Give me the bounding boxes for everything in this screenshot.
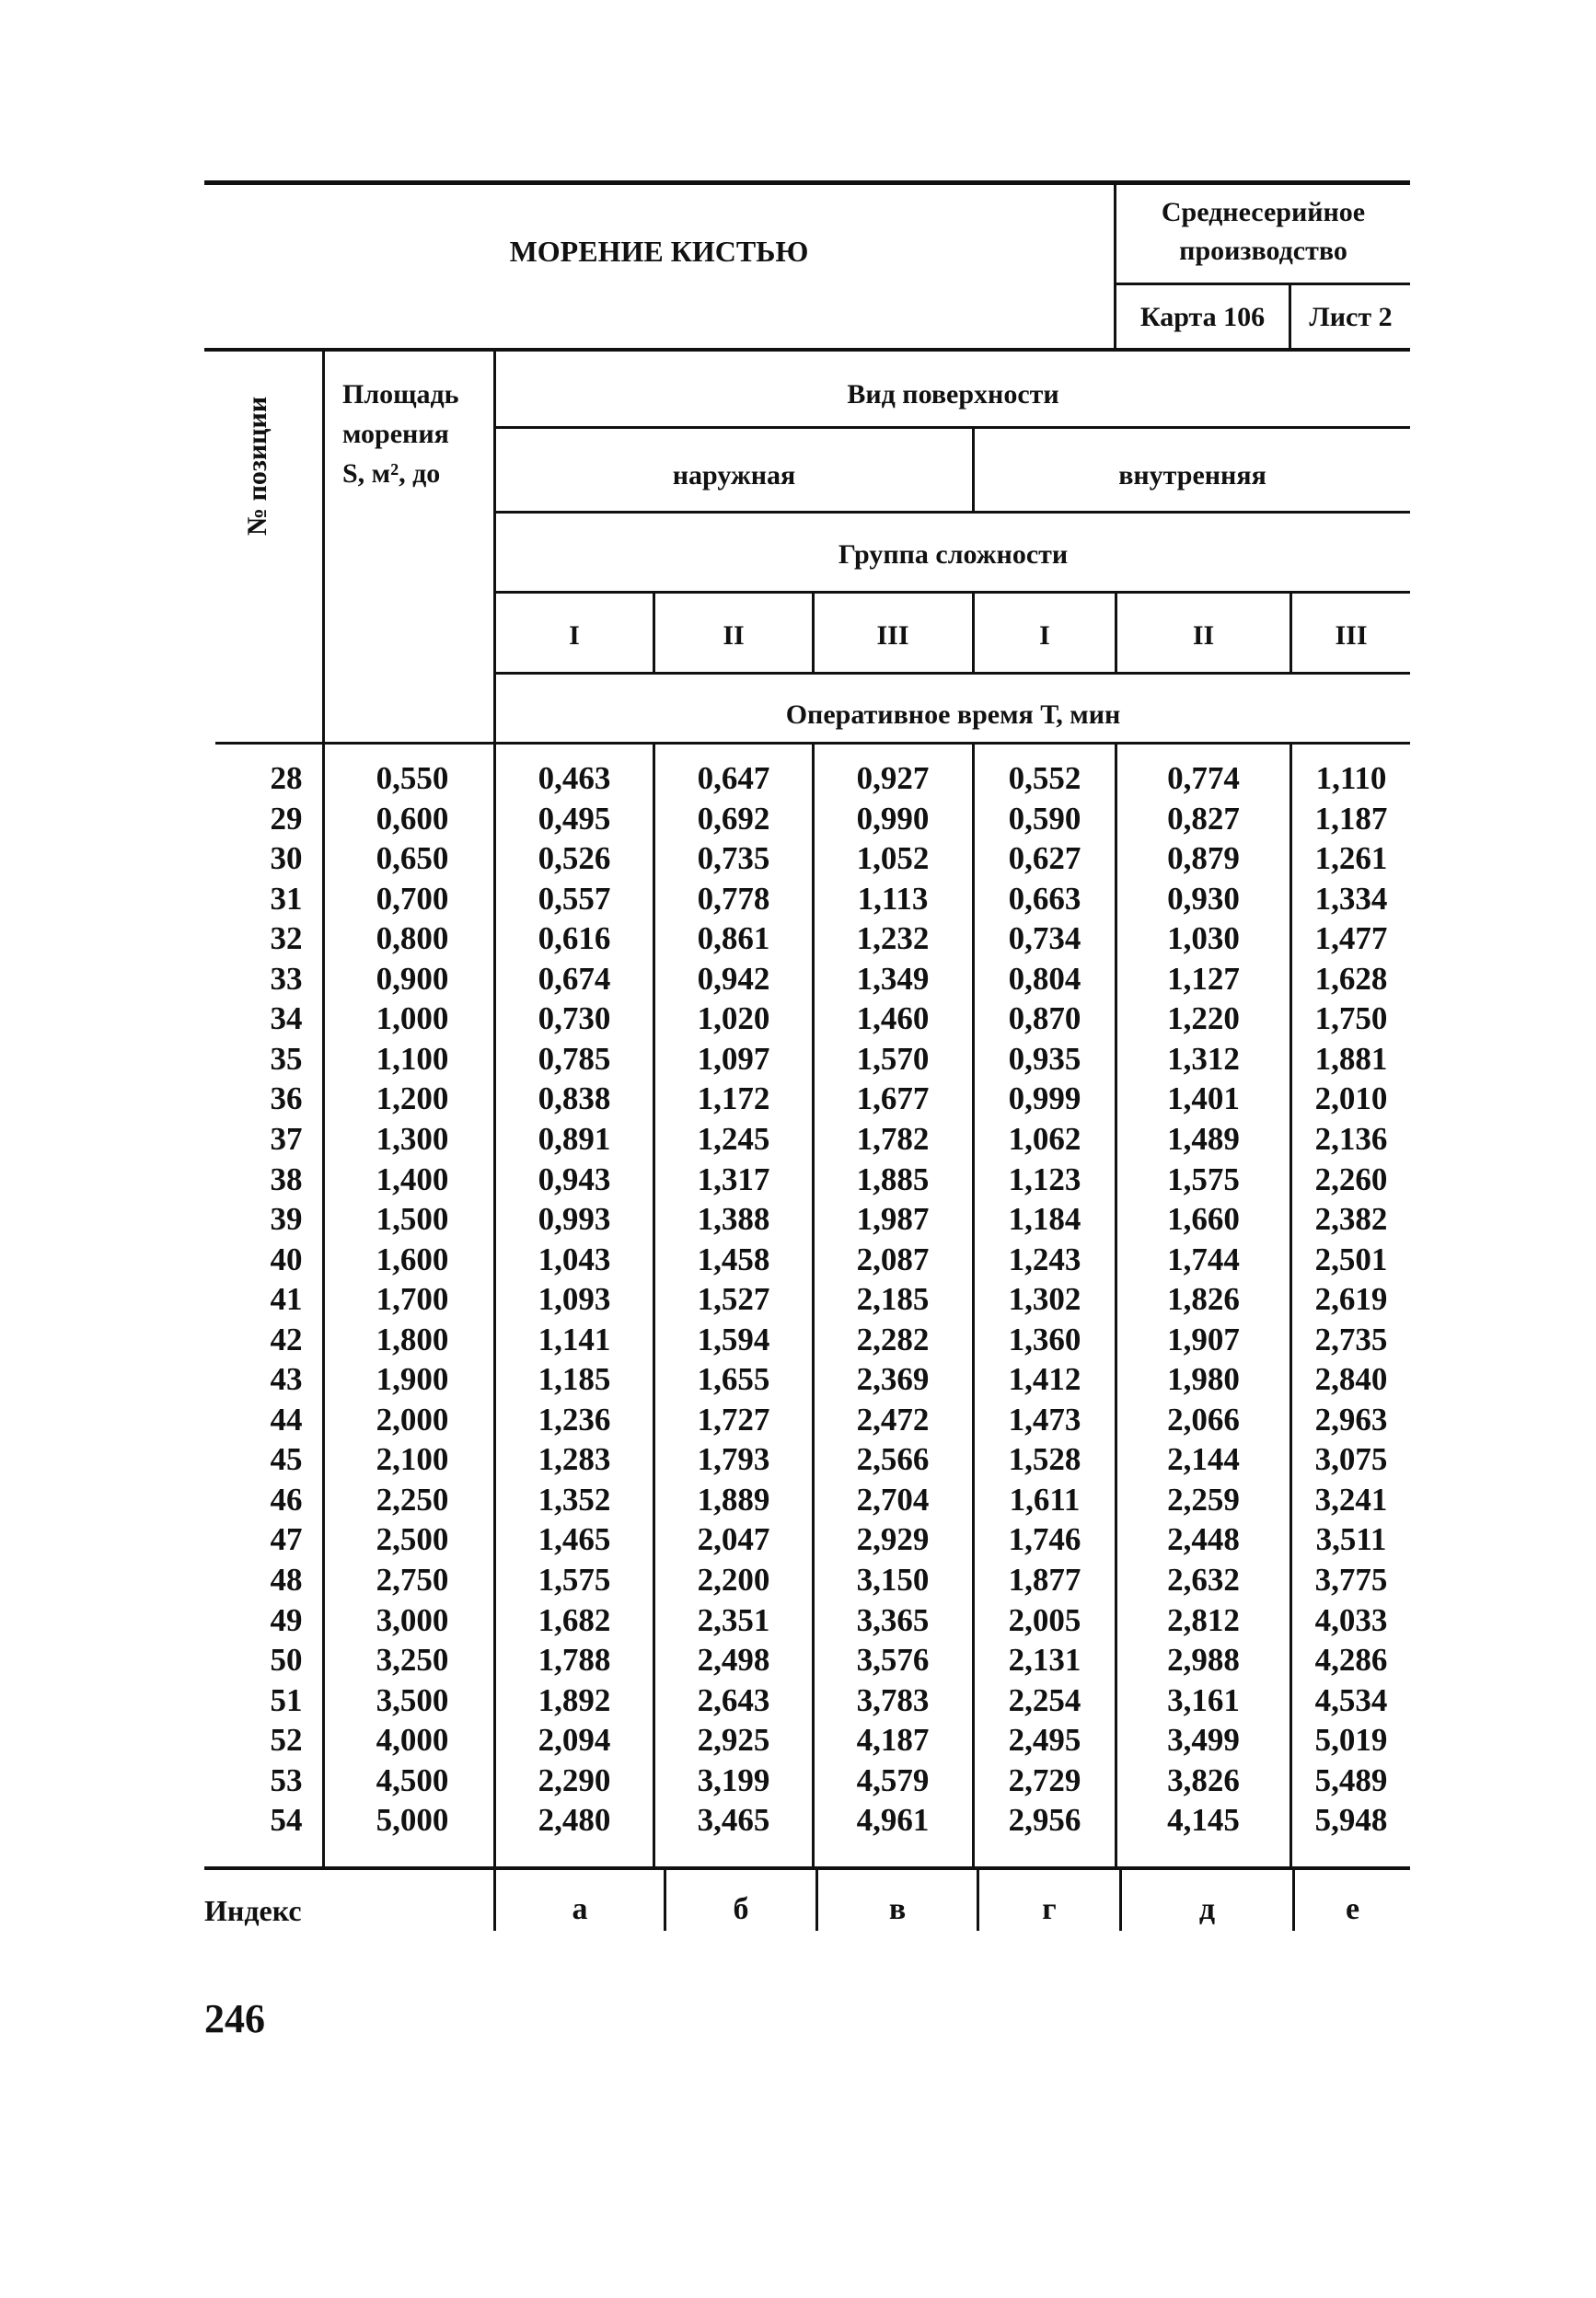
time-outer-1: 1,892 bbox=[538, 1682, 611, 1718]
area-value: 1,600 bbox=[376, 1241, 449, 1277]
time-inner-1: 2,005 bbox=[1008, 1602, 1081, 1638]
time-inner-3: 1,110 bbox=[1315, 760, 1387, 796]
time-outer-2: 1,172 bbox=[697, 1080, 770, 1116]
time-inner-2: 1,401 bbox=[1167, 1080, 1240, 1116]
time-outer-2: 0,942 bbox=[697, 961, 770, 997]
time-outer-3: 2,282 bbox=[856, 1322, 930, 1357]
time-outer-1: 0,943 bbox=[538, 1161, 611, 1197]
time-inner-3: 2,963 bbox=[1314, 1402, 1388, 1438]
time-outer-2: 0,692 bbox=[697, 801, 770, 837]
time-inner-1: 2,729 bbox=[1008, 1762, 1081, 1798]
time-outer-3: 1,677 bbox=[856, 1080, 930, 1116]
position-number: 41 bbox=[270, 1281, 303, 1317]
position-number: 29 bbox=[270, 801, 303, 837]
time-inner-1: 2,495 bbox=[1008, 1722, 1081, 1758]
time-outer-1: 0,674 bbox=[538, 961, 611, 997]
time-inner-3: 1,628 bbox=[1314, 961, 1388, 997]
time-outer-1: 1,043 bbox=[538, 1241, 611, 1277]
time-outer-2: 3,199 bbox=[697, 1762, 770, 1798]
area-value: 2,000 bbox=[376, 1402, 449, 1438]
area-value: 3,250 bbox=[376, 1642, 449, 1678]
area-value: 1,300 bbox=[376, 1121, 449, 1157]
position-number: 49 bbox=[270, 1602, 303, 1638]
time-outer-3: 1,782 bbox=[856, 1121, 930, 1157]
time-inner-1: 1,412 bbox=[1008, 1361, 1081, 1397]
time-inner-1: 1,746 bbox=[1008, 1521, 1081, 1557]
time-outer-1: 1,352 bbox=[538, 1482, 611, 1518]
time-inner-2: 0,774 bbox=[1167, 760, 1240, 796]
area-header-line3: S, м², до bbox=[342, 458, 441, 489]
time-inner-3: 5,489 bbox=[1314, 1762, 1388, 1798]
time-inner-2: 3,499 bbox=[1167, 1722, 1240, 1758]
time-outer-2: 1,527 bbox=[697, 1281, 770, 1317]
area-value: 2,100 bbox=[376, 1441, 449, 1477]
time-outer-1: 1,283 bbox=[538, 1441, 611, 1477]
position-number: 52 bbox=[270, 1722, 303, 1758]
time-inner-3: 2,735 bbox=[1314, 1322, 1388, 1357]
position-number: 30 bbox=[270, 840, 303, 876]
index-value-d: д bbox=[1198, 1892, 1216, 1926]
time-outer-2: 0,778 bbox=[697, 881, 770, 917]
time-outer-2: 1,655 bbox=[697, 1361, 770, 1397]
time-outer-2: 1,889 bbox=[697, 1482, 770, 1518]
time-outer-1: 0,993 bbox=[538, 1201, 611, 1237]
time-inner-3: 4,286 bbox=[1314, 1642, 1388, 1678]
time-inner-2: 2,144 bbox=[1167, 1441, 1240, 1477]
area-value: 5,000 bbox=[376, 1802, 449, 1838]
position-number: 47 bbox=[270, 1521, 303, 1557]
time-outer-2: 1,245 bbox=[697, 1121, 770, 1157]
time-inner-2: 1,575 bbox=[1167, 1161, 1240, 1197]
time-inner-1: 0,627 bbox=[1008, 840, 1081, 876]
header-inner-rule bbox=[1114, 283, 1410, 285]
time-inner-1: 1,123 bbox=[1008, 1161, 1081, 1197]
time-inner-1: 1,611 bbox=[1009, 1482, 1081, 1518]
time-inner-1: 0,935 bbox=[1008, 1041, 1081, 1077]
time-outer-1: 0,463 bbox=[538, 760, 611, 796]
position-number: 33 bbox=[270, 961, 303, 997]
time-inner-2: 0,827 bbox=[1167, 801, 1240, 837]
area-value: 1,000 bbox=[376, 1000, 449, 1036]
complexity-bottom-rule bbox=[496, 591, 1410, 594]
group-divider-4 bbox=[1115, 592, 1117, 675]
time-outer-3: 4,961 bbox=[856, 1802, 930, 1838]
position-column-header: № позиции bbox=[242, 396, 272, 536]
position-number: 53 bbox=[270, 1762, 303, 1798]
area-value: 0,900 bbox=[376, 961, 449, 997]
position-number: 35 bbox=[270, 1041, 303, 1077]
index-value-a: а bbox=[572, 1892, 588, 1926]
col-divider-position bbox=[322, 352, 325, 744]
time-inner-2: 2,812 bbox=[1167, 1602, 1240, 1638]
time-inner-3: 2,136 bbox=[1314, 1121, 1388, 1157]
time-outer-1: 1,185 bbox=[538, 1361, 611, 1397]
position-number: 48 bbox=[270, 1562, 303, 1598]
time-inner-1: 0,999 bbox=[1008, 1080, 1081, 1116]
time-outer-1: 1,093 bbox=[538, 1281, 611, 1317]
time-inner-3: 2,840 bbox=[1314, 1361, 1388, 1397]
position-number: 32 bbox=[270, 920, 303, 956]
area-value: 0,700 bbox=[376, 881, 449, 917]
time-inner-1: 0,590 bbox=[1008, 801, 1081, 837]
time-outer-1: 1,465 bbox=[538, 1521, 611, 1557]
area-value: 0,550 bbox=[376, 760, 449, 796]
time-outer-1: 2,290 bbox=[538, 1762, 611, 1798]
time-inner-1: 0,870 bbox=[1008, 1000, 1081, 1036]
complexity-group-header: Группа сложности bbox=[838, 539, 1069, 570]
position-number: 37 bbox=[270, 1121, 303, 1157]
group-divider-5 bbox=[1290, 592, 1292, 675]
time-inner-1: 1,184 bbox=[1008, 1201, 1081, 1237]
top-rule bbox=[204, 180, 1410, 185]
time-outer-1: 1,236 bbox=[538, 1402, 611, 1438]
time-outer-2: 2,047 bbox=[697, 1521, 770, 1557]
time-inner-2: 1,489 bbox=[1167, 1121, 1240, 1157]
area-header-line1: Площадь bbox=[342, 379, 459, 410]
time-inner-2: 0,930 bbox=[1167, 881, 1240, 917]
outer-surface-header: наружная bbox=[672, 460, 796, 491]
area-value: 0,800 bbox=[376, 920, 449, 956]
time-inner-3: 1,477 bbox=[1314, 920, 1388, 956]
card-number: Карта 106 bbox=[1139, 302, 1266, 332]
time-inner-1: 2,956 bbox=[1008, 1802, 1081, 1838]
area-value: 1,900 bbox=[376, 1361, 449, 1397]
production-type-line2: производство bbox=[1179, 236, 1347, 266]
time-inner-2: 1,907 bbox=[1167, 1322, 1240, 1357]
area-value: 1,200 bbox=[376, 1080, 449, 1116]
position-number: 50 bbox=[270, 1642, 303, 1678]
area-value: 0,650 bbox=[376, 840, 449, 876]
time-inner-3: 1,750 bbox=[1314, 1000, 1388, 1036]
time-outer-2: 3,465 bbox=[697, 1802, 770, 1838]
complexity-top-rule bbox=[496, 511, 1410, 514]
time-inner-1: 1,528 bbox=[1008, 1441, 1081, 1477]
time-inner-2: 1,660 bbox=[1167, 1201, 1240, 1237]
time-inner-1: 0,663 bbox=[1008, 881, 1081, 917]
area-header-line2: морения bbox=[342, 419, 449, 449]
area-value: 3,000 bbox=[376, 1602, 449, 1638]
time-inner-2: 1,127 bbox=[1167, 961, 1240, 997]
time-inner-2: 1,030 bbox=[1167, 920, 1240, 956]
time-outer-3: 4,187 bbox=[856, 1722, 930, 1758]
time-outer-2: 2,200 bbox=[697, 1562, 770, 1598]
time-outer-3: 0,927 bbox=[856, 760, 930, 796]
area-value: 1,100 bbox=[376, 1041, 449, 1077]
time-outer-3: 1,052 bbox=[856, 840, 930, 876]
time-inner-2: 3,161 bbox=[1167, 1682, 1240, 1718]
index-value-e: е bbox=[1345, 1892, 1360, 1926]
time-outer-2: 1,594 bbox=[697, 1322, 770, 1357]
time-inner-3: 3,775 bbox=[1314, 1562, 1388, 1598]
position-number: 39 bbox=[270, 1201, 303, 1237]
position-number: 40 bbox=[270, 1241, 303, 1277]
time-inner-1: 2,131 bbox=[1008, 1642, 1081, 1678]
operative-time-header: Оперативное время Т, мин bbox=[785, 699, 1121, 730]
time-outer-3: 2,929 bbox=[856, 1521, 930, 1557]
time-outer-3: 1,885 bbox=[856, 1161, 930, 1197]
position-number: 28 bbox=[270, 760, 303, 796]
time-inner-3: 2,501 bbox=[1314, 1241, 1388, 1277]
group-outer-3: III bbox=[876, 620, 909, 651]
time-outer-3: 2,472 bbox=[856, 1402, 930, 1438]
time-outer-3: 1,113 bbox=[857, 881, 929, 917]
time-inner-2: 1,220 bbox=[1167, 1000, 1240, 1036]
time-inner-1: 1,360 bbox=[1008, 1322, 1081, 1357]
time-outer-2: 1,020 bbox=[697, 1000, 770, 1036]
time-outer-3: 2,369 bbox=[856, 1361, 930, 1397]
time-outer-1: 0,495 bbox=[538, 801, 611, 837]
time-inner-2: 3,826 bbox=[1167, 1762, 1240, 1798]
time-inner-3: 3,241 bbox=[1314, 1482, 1388, 1518]
time-outer-2: 1,793 bbox=[697, 1441, 770, 1477]
time-inner-3: 5,019 bbox=[1314, 1722, 1388, 1758]
position-number: 43 bbox=[270, 1361, 303, 1397]
time-outer-1: 2,480 bbox=[538, 1802, 611, 1838]
operative-time-top-rule bbox=[496, 672, 1410, 675]
time-outer-3: 3,783 bbox=[856, 1682, 930, 1718]
time-inner-1: 0,552 bbox=[1008, 760, 1081, 796]
time-outer-3: 2,704 bbox=[856, 1482, 930, 1518]
time-inner-3: 3,075 bbox=[1314, 1441, 1388, 1477]
time-inner-1: 0,734 bbox=[1008, 920, 1081, 956]
time-inner-1: 1,877 bbox=[1008, 1562, 1081, 1598]
time-outer-3: 3,365 bbox=[856, 1602, 930, 1638]
index-label: Индекс bbox=[204, 1894, 302, 1927]
time-inner-2: 2,988 bbox=[1167, 1642, 1240, 1678]
time-inner-3: 2,260 bbox=[1314, 1161, 1388, 1197]
production-type-line1: Среднесерийное bbox=[1161, 197, 1366, 227]
position-number: 36 bbox=[270, 1080, 303, 1116]
time-outer-1: 0,526 bbox=[538, 840, 611, 876]
time-inner-1: 1,473 bbox=[1008, 1402, 1081, 1438]
time-outer-2: 1,097 bbox=[697, 1041, 770, 1077]
time-outer-3: 2,087 bbox=[856, 1241, 930, 1277]
time-outer-3: 1,232 bbox=[856, 920, 930, 956]
time-inner-1: 0,804 bbox=[1008, 961, 1081, 997]
time-outer-2: 2,498 bbox=[697, 1642, 770, 1678]
position-number: 45 bbox=[270, 1441, 303, 1477]
time-inner-2: 2,066 bbox=[1167, 1402, 1240, 1438]
header-bottom-rule bbox=[204, 348, 1410, 352]
area-value: 2,750 bbox=[376, 1562, 449, 1598]
time-outer-1: 1,575 bbox=[538, 1562, 611, 1598]
area-value: 4,500 bbox=[376, 1762, 449, 1798]
time-inner-3: 2,010 bbox=[1314, 1080, 1388, 1116]
time-outer-2: 2,351 bbox=[697, 1602, 770, 1638]
position-number: 54 bbox=[270, 1802, 303, 1838]
time-inner-3: 1,881 bbox=[1314, 1041, 1388, 1077]
time-inner-3: 3,511 bbox=[1315, 1521, 1387, 1557]
group-divider-1 bbox=[653, 592, 655, 675]
time-outer-1: 0,785 bbox=[538, 1041, 611, 1077]
position-number: 31 bbox=[270, 881, 303, 917]
time-inner-2: 2,448 bbox=[1167, 1521, 1240, 1557]
inner-surface-header: внутренняя bbox=[1118, 460, 1266, 491]
time-inner-2: 1,980 bbox=[1167, 1361, 1240, 1397]
index-value-g: г bbox=[1042, 1892, 1057, 1926]
time-inner-2: 1,312 bbox=[1167, 1041, 1240, 1077]
time-inner-3: 4,534 bbox=[1314, 1682, 1388, 1718]
area-value: 3,500 bbox=[376, 1682, 449, 1718]
position-number: 34 bbox=[270, 1000, 303, 1036]
position-number: 51 bbox=[270, 1682, 303, 1718]
index-value-b: б bbox=[733, 1892, 749, 1926]
position-number: 44 bbox=[270, 1402, 303, 1438]
time-inner-3: 5,948 bbox=[1314, 1802, 1388, 1838]
time-outer-1: 2,094 bbox=[538, 1722, 611, 1758]
time-inner-1: 2,254 bbox=[1008, 1682, 1081, 1718]
time-inner-2: 1,826 bbox=[1167, 1281, 1240, 1317]
area-value: 1,500 bbox=[376, 1201, 449, 1237]
time-outer-3: 2,185 bbox=[856, 1281, 930, 1317]
time-outer-2: 1,388 bbox=[697, 1201, 770, 1237]
area-value: 2,250 bbox=[376, 1482, 449, 1518]
time-outer-2: 1,317 bbox=[697, 1161, 770, 1197]
time-outer-3: 4,579 bbox=[856, 1762, 930, 1798]
time-outer-2: 0,735 bbox=[697, 840, 770, 876]
group-inner-1: I bbox=[1039, 620, 1050, 651]
time-outer-3: 1,349 bbox=[856, 961, 930, 997]
area-value: 0,600 bbox=[376, 801, 449, 837]
time-outer-1: 0,616 bbox=[538, 920, 611, 956]
area-value: 1,800 bbox=[376, 1322, 449, 1357]
time-inner-3: 2,619 bbox=[1314, 1281, 1388, 1317]
time-outer-3: 1,987 bbox=[856, 1201, 930, 1237]
document-title: МОРЕНИЕ КИСТЬЮ bbox=[509, 235, 809, 268]
time-inner-3: 1,187 bbox=[1314, 801, 1388, 837]
time-outer-1: 0,838 bbox=[538, 1080, 611, 1116]
time-outer-1: 1,788 bbox=[538, 1642, 611, 1678]
time-outer-3: 3,150 bbox=[856, 1562, 930, 1598]
area-value: 1,700 bbox=[376, 1281, 449, 1317]
group-outer-1: I bbox=[569, 620, 580, 651]
position-number: 38 bbox=[270, 1161, 303, 1197]
time-inner-2: 1,744 bbox=[1167, 1241, 1240, 1277]
time-outer-1: 0,891 bbox=[538, 1121, 611, 1157]
time-inner-2: 2,259 bbox=[1167, 1482, 1240, 1518]
area-value: 2,500 bbox=[376, 1521, 449, 1557]
surface-type-header: Вид поверхности bbox=[847, 379, 1059, 410]
time-inner-3: 1,334 bbox=[1314, 881, 1388, 917]
time-outer-1: 0,730 bbox=[538, 1000, 611, 1036]
position-number: 42 bbox=[270, 1322, 303, 1357]
time-inner-1: 1,243 bbox=[1008, 1241, 1081, 1277]
time-outer-2: 1,727 bbox=[697, 1402, 770, 1438]
time-outer-1: 1,682 bbox=[538, 1602, 611, 1638]
time-outer-2: 1,458 bbox=[697, 1241, 770, 1277]
group-divider-2 bbox=[812, 592, 815, 675]
time-inner-1: 1,302 bbox=[1008, 1281, 1081, 1317]
surface-rule bbox=[496, 426, 1410, 429]
body-bottom-rule bbox=[204, 1866, 1410, 1870]
area-value: 4,000 bbox=[376, 1722, 449, 1758]
sheet-number: Лист 2 bbox=[1309, 302, 1393, 332]
time-outer-1: 1,141 bbox=[538, 1322, 611, 1357]
position-number: 46 bbox=[270, 1482, 303, 1518]
time-inner-2: 4,145 bbox=[1167, 1802, 1240, 1838]
time-outer-3: 1,570 bbox=[856, 1041, 930, 1077]
group-inner-3: III bbox=[1335, 620, 1368, 651]
group-divider-3 bbox=[972, 592, 975, 675]
time-inner-3: 4,033 bbox=[1314, 1602, 1388, 1638]
group-inner-2: II bbox=[1192, 620, 1215, 651]
time-outer-2: 2,643 bbox=[697, 1682, 770, 1718]
time-outer-3: 2,566 bbox=[856, 1441, 930, 1477]
time-outer-2: 0,861 bbox=[697, 920, 770, 956]
time-outer-1: 0,557 bbox=[538, 881, 611, 917]
time-inner-2: 2,632 bbox=[1167, 1562, 1240, 1598]
group-outer-2: II bbox=[723, 620, 745, 651]
time-outer-2: 2,925 bbox=[697, 1722, 770, 1758]
page-number: 246 bbox=[204, 1996, 265, 2041]
time-outer-3: 1,460 bbox=[856, 1000, 930, 1036]
time-inner-3: 2,382 bbox=[1314, 1201, 1388, 1237]
area-value: 1,400 bbox=[376, 1161, 449, 1197]
index-value-v: в bbox=[888, 1892, 907, 1926]
time-inner-3: 1,261 bbox=[1314, 840, 1388, 876]
time-inner-1: 1,062 bbox=[1008, 1121, 1081, 1157]
time-outer-3: 3,576 bbox=[856, 1642, 930, 1678]
time-inner-2: 0,879 bbox=[1167, 840, 1240, 876]
time-outer-2: 0,647 bbox=[697, 760, 770, 796]
time-outer-3: 0,990 bbox=[856, 801, 930, 837]
